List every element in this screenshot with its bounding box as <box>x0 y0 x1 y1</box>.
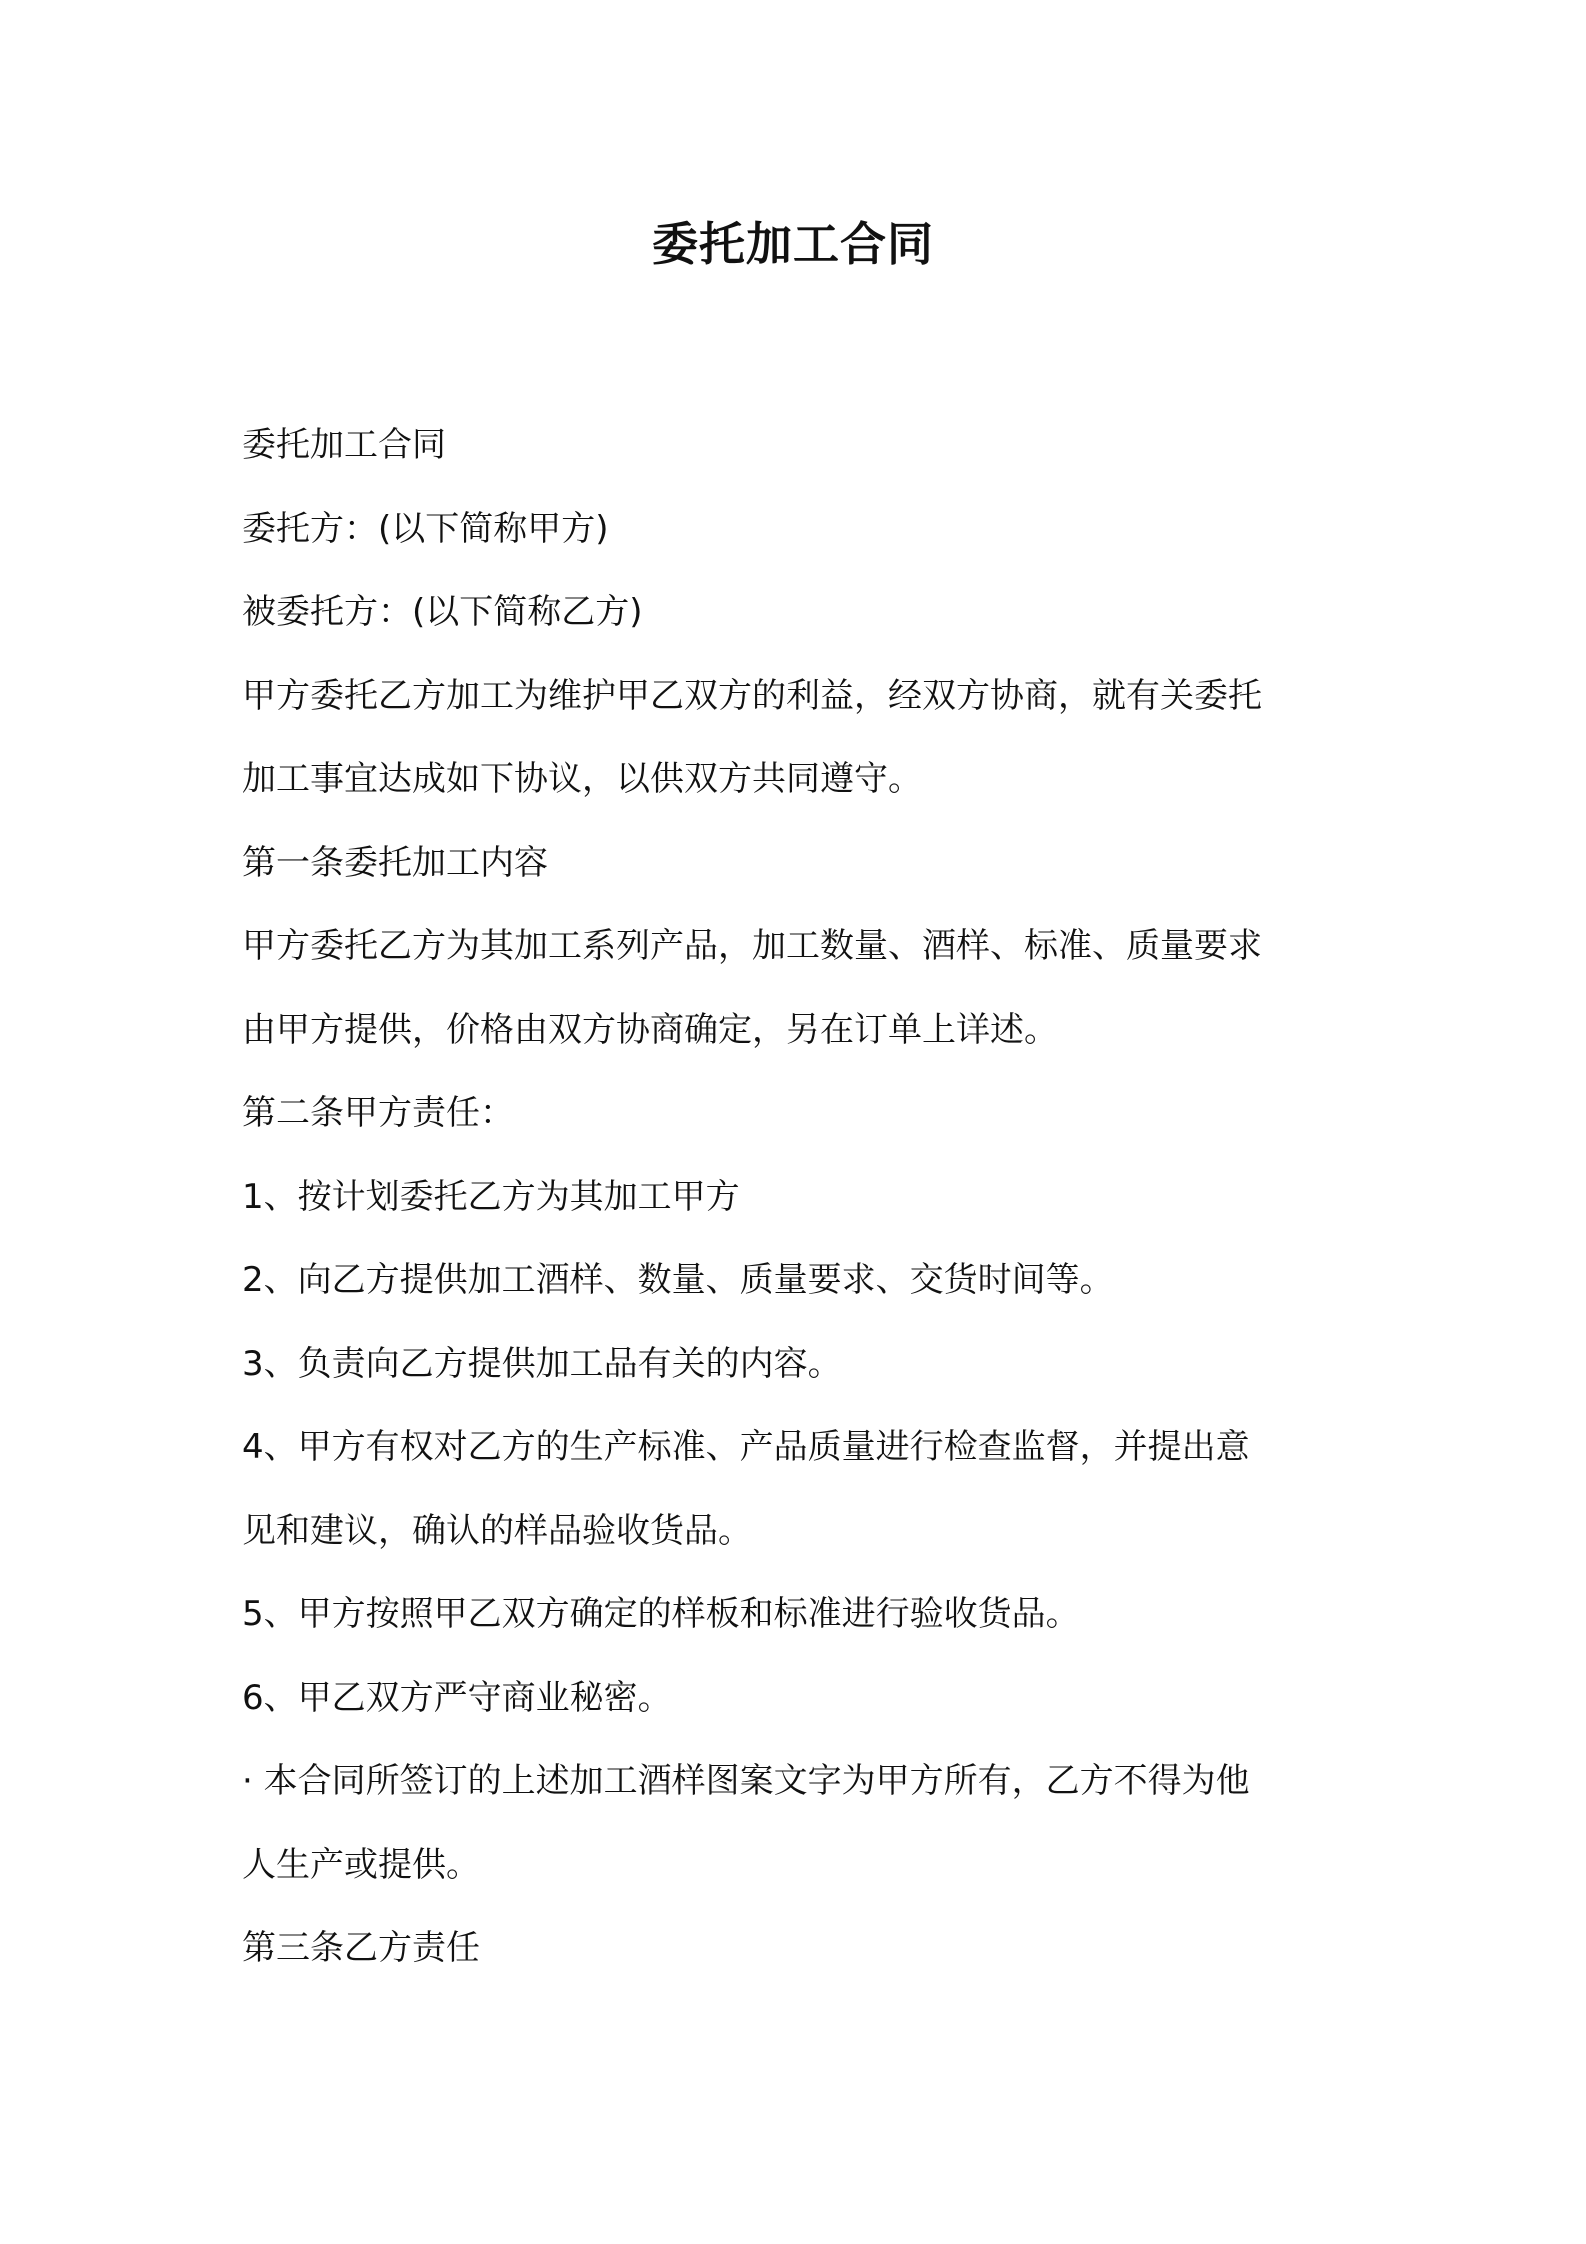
paragraph-party-a: 委托方：(以下简称甲方) <box>242 508 609 549</box>
article-2-note-line-1: · 本合同所签订的上述加工酒样图案文字为甲方所有，乙方不得为他 <box>242 1761 1250 1801</box>
paragraph-heading: 委托加工合同 <box>242 425 446 465</box>
article-2-item-3: 3、负责向乙方提供加工品有关的内容。 <box>242 1343 842 1384</box>
article-2-item-4-line-1: 4、甲方有权对乙方的生产标准、产品质量进行检查监督，并提出意 <box>242 1427 1250 1467</box>
article-1-heading: 第一条委托加工内容 <box>242 842 548 883</box>
document-title: 委托加工合同 <box>652 217 934 271</box>
paragraph-preamble-line-2: 加工事宜达成如下协议，以供双方共同遵守。 <box>242 759 922 799</box>
paragraph-party-b: 被委托方：(以下简称乙方) <box>242 592 643 632</box>
article-1-line-1: 甲方委托乙方为其加工系列产品，加工数量、酒样、标准、质量要求 <box>242 926 1262 966</box>
article-3-heading: 第三条乙方责任 <box>242 1928 480 1968</box>
article-1-line-2: 由甲方提供，价格由双方协商确定，另在订单上详述。 <box>242 1009 1058 1050</box>
article-2-item-5: 5、甲方按照甲乙双方确定的样板和标准进行验收货品。 <box>242 1594 1080 1634</box>
article-2-item-4-line-2: 见和建议，确认的样品验收货品。 <box>242 1510 752 1551</box>
article-2-item-1: 1、按计划委托乙方为其加工甲方 <box>242 1176 740 1217</box>
article-2-item-6: 6、甲乙双方严守商业秘密。 <box>242 1677 672 1718</box>
article-2-item-2: 2、向乙方提供加工酒样、数量、质量要求、交货时间等。 <box>242 1260 1114 1300</box>
paragraph-preamble-line-1: 甲方委托乙方加工为维护甲乙双方的利益，经双方协商，就有关委托 <box>242 675 1262 716</box>
document-body <box>242 404 1362 1991</box>
article-2-note-line-2: 人生产或提供。 <box>242 1844 480 1885</box>
article-2-heading: 第二条甲方责任： <box>242 1093 514 1133</box>
